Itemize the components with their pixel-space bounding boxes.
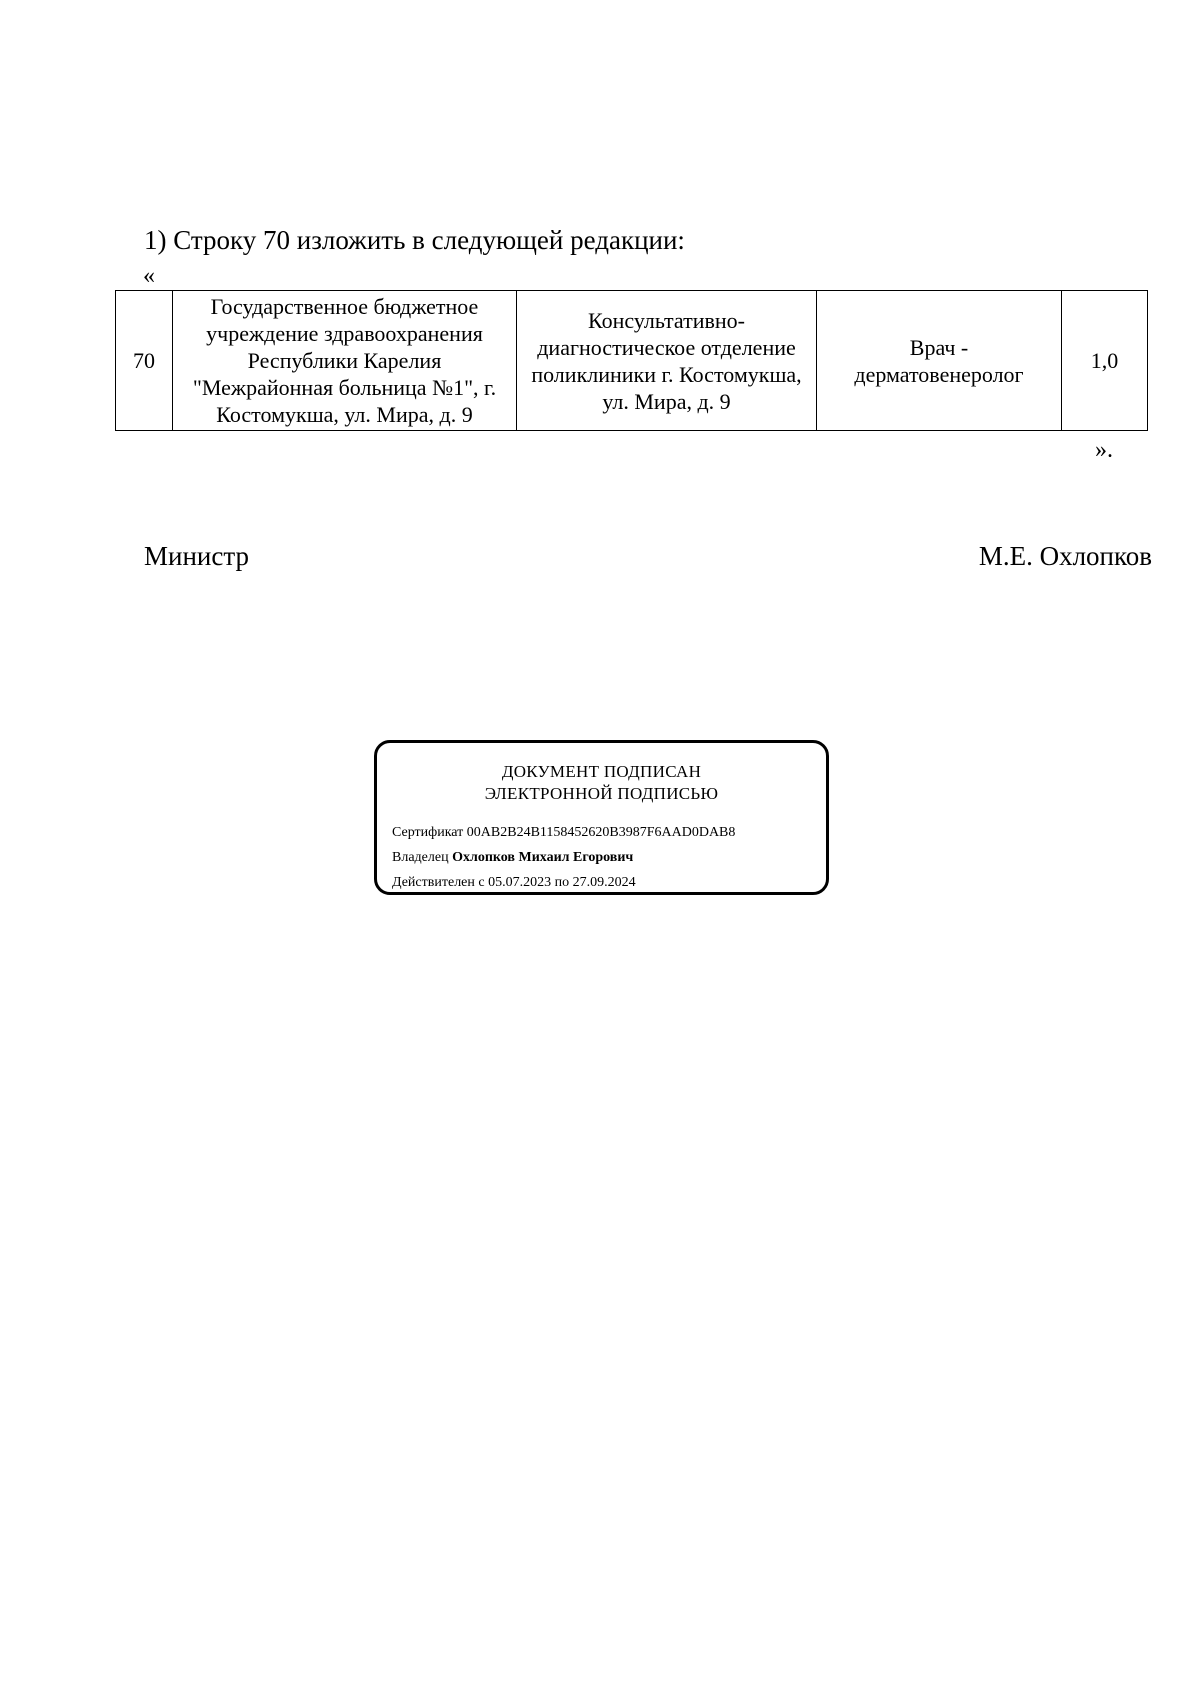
stamp-owner-line [392,849,633,867]
stamp-valid-label: Действителен [392,875,475,890]
signatory-title: Министр [144,541,249,571]
amendment-table [115,290,1148,431]
rate-cell: 1,0 [1062,291,1148,431]
stamp-valid-from: 05.07.2023 [488,875,552,890]
stamp-valid-to: 27.09.2024 [572,875,636,890]
signatory-name: М.Е. Охлопков [978,541,1152,571]
stamp-header-line1: ДОКУМЕНТ ПОДПИСАН [501,762,702,781]
stamp-validity-line [392,874,636,892]
position-cell: Врач - дерматовенеролог [817,291,1062,431]
stamp-certificate-line [392,824,735,842]
amendment-intro: 1) Строку 70 изложить в следующей редакции: [144,225,685,255]
stamp-certificate-value: 00AB2B24B1158452620B3987F6AAD0DAB8 [466,825,736,840]
stamp-owner-value: Охлопков Михаил Егорович [452,850,634,865]
stamp-certificate-label: Сертификат [392,825,464,840]
stamp-header-line2: ЭЛЕКТРОННОЙ ПОДПИСЬЮ [484,784,719,803]
stamp-header [377,761,826,805]
table-row [116,291,1148,431]
stamp-valid-to-prefix: по [554,875,570,890]
opening-quote: « [143,263,155,289]
closing-quote: ». [1095,437,1113,463]
row-number-cell: 70 [116,291,173,431]
stamp-owner-label: Владелец [392,850,449,865]
department-cell: Консультативно-диагностическое отделение поликлиники г. Костомукша, ул. Мира, д. 9 [517,291,817,431]
electronic-signature-stamp [374,740,829,895]
institution-cell: Государственное бюджетное учреждение здравоохранения Республики Карелия "Межрайонная больница №1", г. Костомукша, ул. Мира, д. 9 [173,291,517,431]
stamp-valid-from-prefix: с [478,875,485,890]
